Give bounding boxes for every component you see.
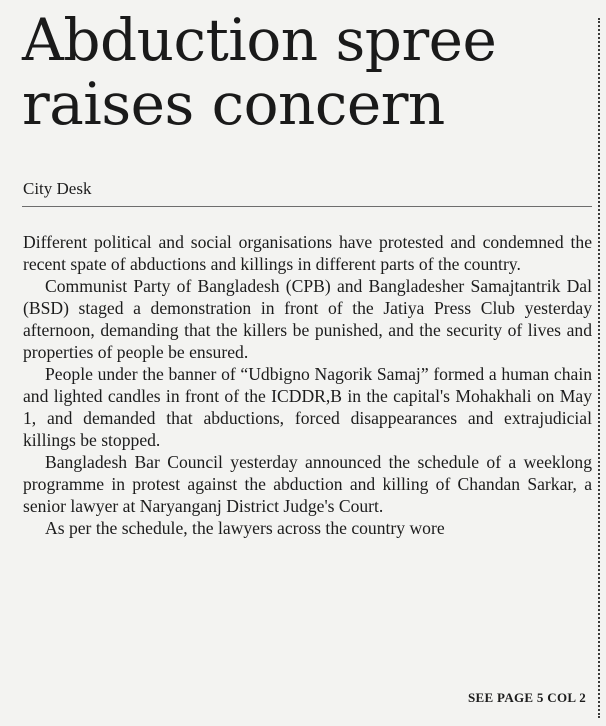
article-paragraph: Bangladesh Bar Council yesterday announced the schedule of a weeklong programme in protest against the abduction and killing of Chandan Sarkar, a senior lawyer at Naryanganj District Judge's Court. [23, 452, 592, 516]
article-paragraph: People under the banner of “Udbigno Nagorik Samaj” formed a human chain and lighted candles in front of the ICDDR,B in the capital's Mohakhali on May 1, and demanded that abductions, forced disappearances and extrajudicial killings be stopped. [23, 364, 592, 450]
article-paragraph: Communist Party of Bangladesh (CPB) and Bangladesher Samajtantrik Dal (BSD) staged a demonstration in front of the Jatiya Press Club yesterday afternoon, demanding that the killers be punished, and the security of lives and properties of people be ensured. [23, 276, 592, 362]
column-divider [598, 18, 600, 718]
article-paragraph: As per the schedule, the lawyers across the country wore [45, 518, 445, 538]
article-paragraph: Different political and social organisations have protested and condemned the recent spate of abductions and killings in different parts of the country. [23, 232, 592, 274]
article-body [23, 231, 592, 539]
byline: City Desk [23, 179, 92, 198]
headline: Abduction spree raises concern [22, 6, 497, 138]
byline-divider [22, 206, 592, 207]
continuation-line: SEE PAGE 5 COL 2 [468, 690, 586, 705]
